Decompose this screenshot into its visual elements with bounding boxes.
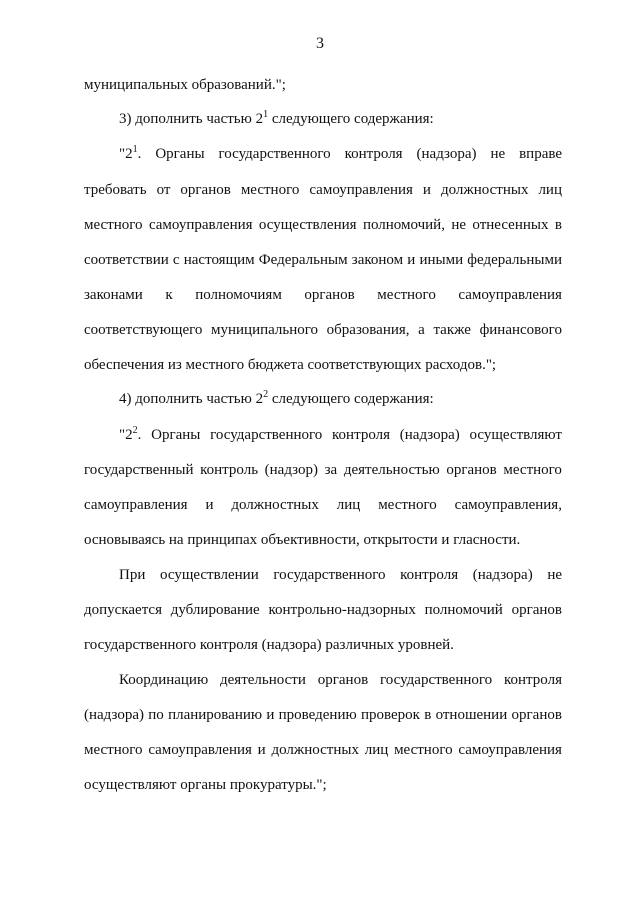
text-line-21: осуществляют органы прокуратуры."; (84, 777, 327, 793)
text-line-12: государственный контроль (надзор) за деятельностью органов местного (84, 462, 562, 478)
text-line-6: соответствии с настоящим Федеральным законом и иными федеральными (84, 252, 562, 268)
text-line-15: При осуществлении государственного контроля (надзора) не (119, 567, 562, 583)
text-line-19: (надзора) по планированию и проведению проверок в отношении органов (84, 707, 562, 723)
text-line-10: 4) дополнить частью $2^2$ следующего содержания: (119, 389, 434, 407)
text-line-9: обеспечения из местного бюджета соответствующих расходов."; (84, 357, 497, 373)
text-line-17: государственного контроля (надзора) различных уровней. (84, 637, 454, 653)
text-line-5: местного самоуправления осуществления полномочий, не отнесенных в (84, 217, 562, 233)
text-line-2: 3) дополнить частью $2^1$ следующего содержания: (119, 109, 434, 127)
text-line-14: основываясь на принципах объективности, открытости и гласности. (84, 532, 521, 548)
text-line-7: законами к полномочиям органов местного самоуправления (84, 287, 562, 303)
text-line-3: "$2^1$. Органы государственного контроля (надзора) не вправе (119, 144, 562, 162)
text-line-20: местного самоуправления и должностных лиц местного самоуправления (84, 742, 562, 758)
text-line-8: соответствующего муниципального образования, а также финансового (84, 322, 562, 338)
text-line-11: "$2^2$. Органы государственного контроля (надзора) осуществляют (119, 425, 562, 443)
text-line-18: Координацию деятельности органов государственного контроля (119, 672, 562, 688)
text-line-1: муниципальных образований."; (84, 77, 286, 93)
text-line-4: требовать от органов местного самоуправления и должностных лиц (84, 182, 562, 198)
text-line-16: допускается дублирование контрольно-надзорных полномочий органов (84, 602, 562, 618)
page-number: 3 (316, 35, 324, 52)
text-line-13: самоуправления и должностных лиц местного самоуправления, (84, 497, 562, 513)
